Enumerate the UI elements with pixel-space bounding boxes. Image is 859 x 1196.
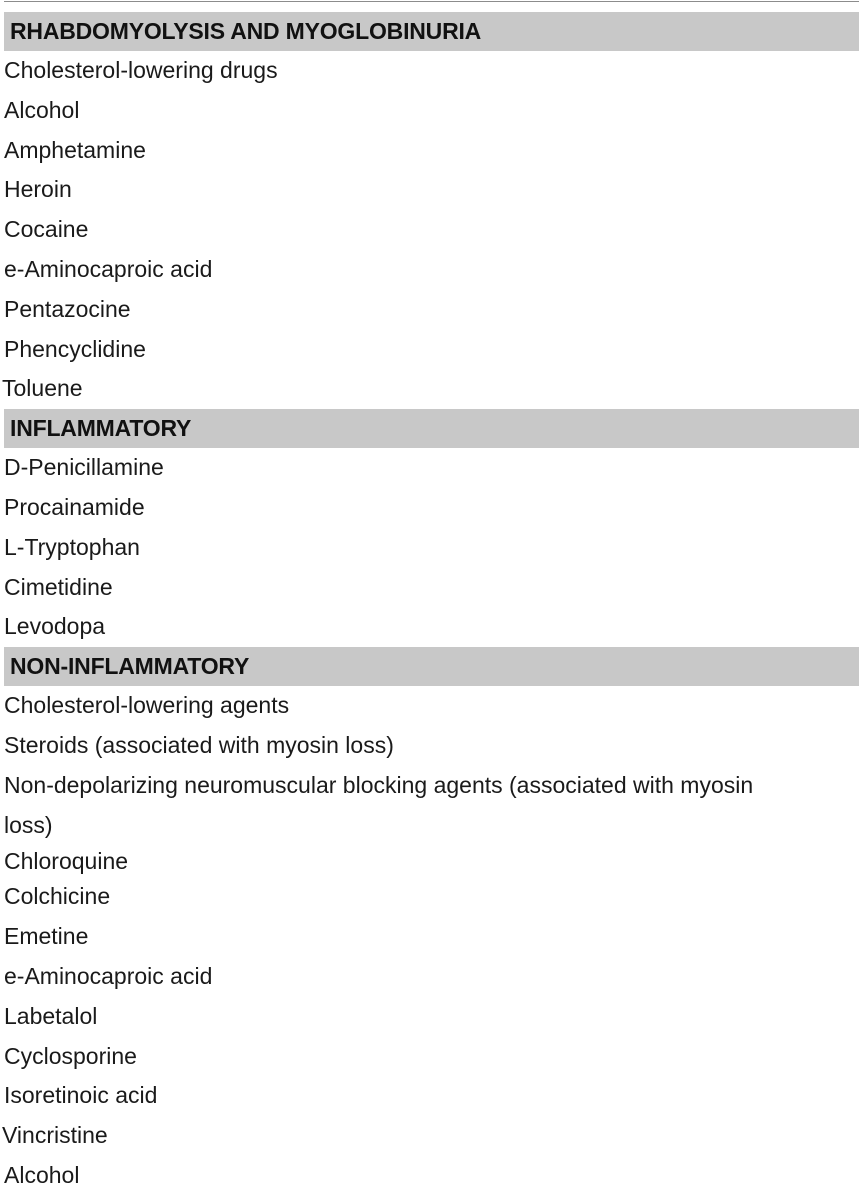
list-item: Cholesterol-lowering agents xyxy=(4,692,290,719)
list-item: e-Aminocaproic acid xyxy=(4,962,213,989)
list-item: D-Penicillamine xyxy=(4,454,164,481)
list-item: Colchicine xyxy=(4,883,111,910)
section-header-rhabdomyolysis: RHABDOMYOLYSIS AND MYOGLOBINURIA xyxy=(4,12,859,51)
list-item: Pentazocine xyxy=(4,295,131,322)
list-item: Cyclosporine xyxy=(4,1042,137,1069)
list-item: e-Aminocaproic acid xyxy=(4,255,213,282)
list-item: Alcohol xyxy=(4,96,80,123)
section-header-non-inflammatory: NON-INFLAMMATORY xyxy=(4,647,859,686)
list-item: Alcohol xyxy=(4,1161,80,1188)
list-item: Emetine xyxy=(4,923,89,950)
list-item: Heroin xyxy=(4,176,72,203)
list-item: Amphetamine xyxy=(4,136,146,163)
list-item: Phencyclidine xyxy=(4,335,146,362)
list-item: Labetalol xyxy=(4,1002,98,1029)
list-item: Procainamide xyxy=(4,493,145,520)
list-item: Isoretinoic acid xyxy=(4,1082,158,1109)
list-item: Toluene xyxy=(2,375,83,402)
list-item: Levodopa xyxy=(4,613,106,640)
list-item: Cocaine xyxy=(4,216,89,243)
list-item: Vincristine xyxy=(2,1122,108,1149)
list-item: Chloroquine xyxy=(4,848,129,875)
top-rule xyxy=(4,1,859,2)
section-header-inflammatory: INFLAMMATORY xyxy=(4,409,859,448)
list-item: Steroids (associated with myosin loss) xyxy=(4,731,394,758)
list-item xyxy=(4,766,859,846)
list-item: L-Tryptophan xyxy=(4,533,140,560)
list-item-text: Non-depolarizing neuromuscular blocking agents (associated with myosin loss) xyxy=(4,771,754,838)
drug-myopathy-table xyxy=(4,12,859,1196)
list-item: Cimetidine xyxy=(4,573,113,600)
list-item: Cholesterol-lowering drugs xyxy=(4,57,278,83)
